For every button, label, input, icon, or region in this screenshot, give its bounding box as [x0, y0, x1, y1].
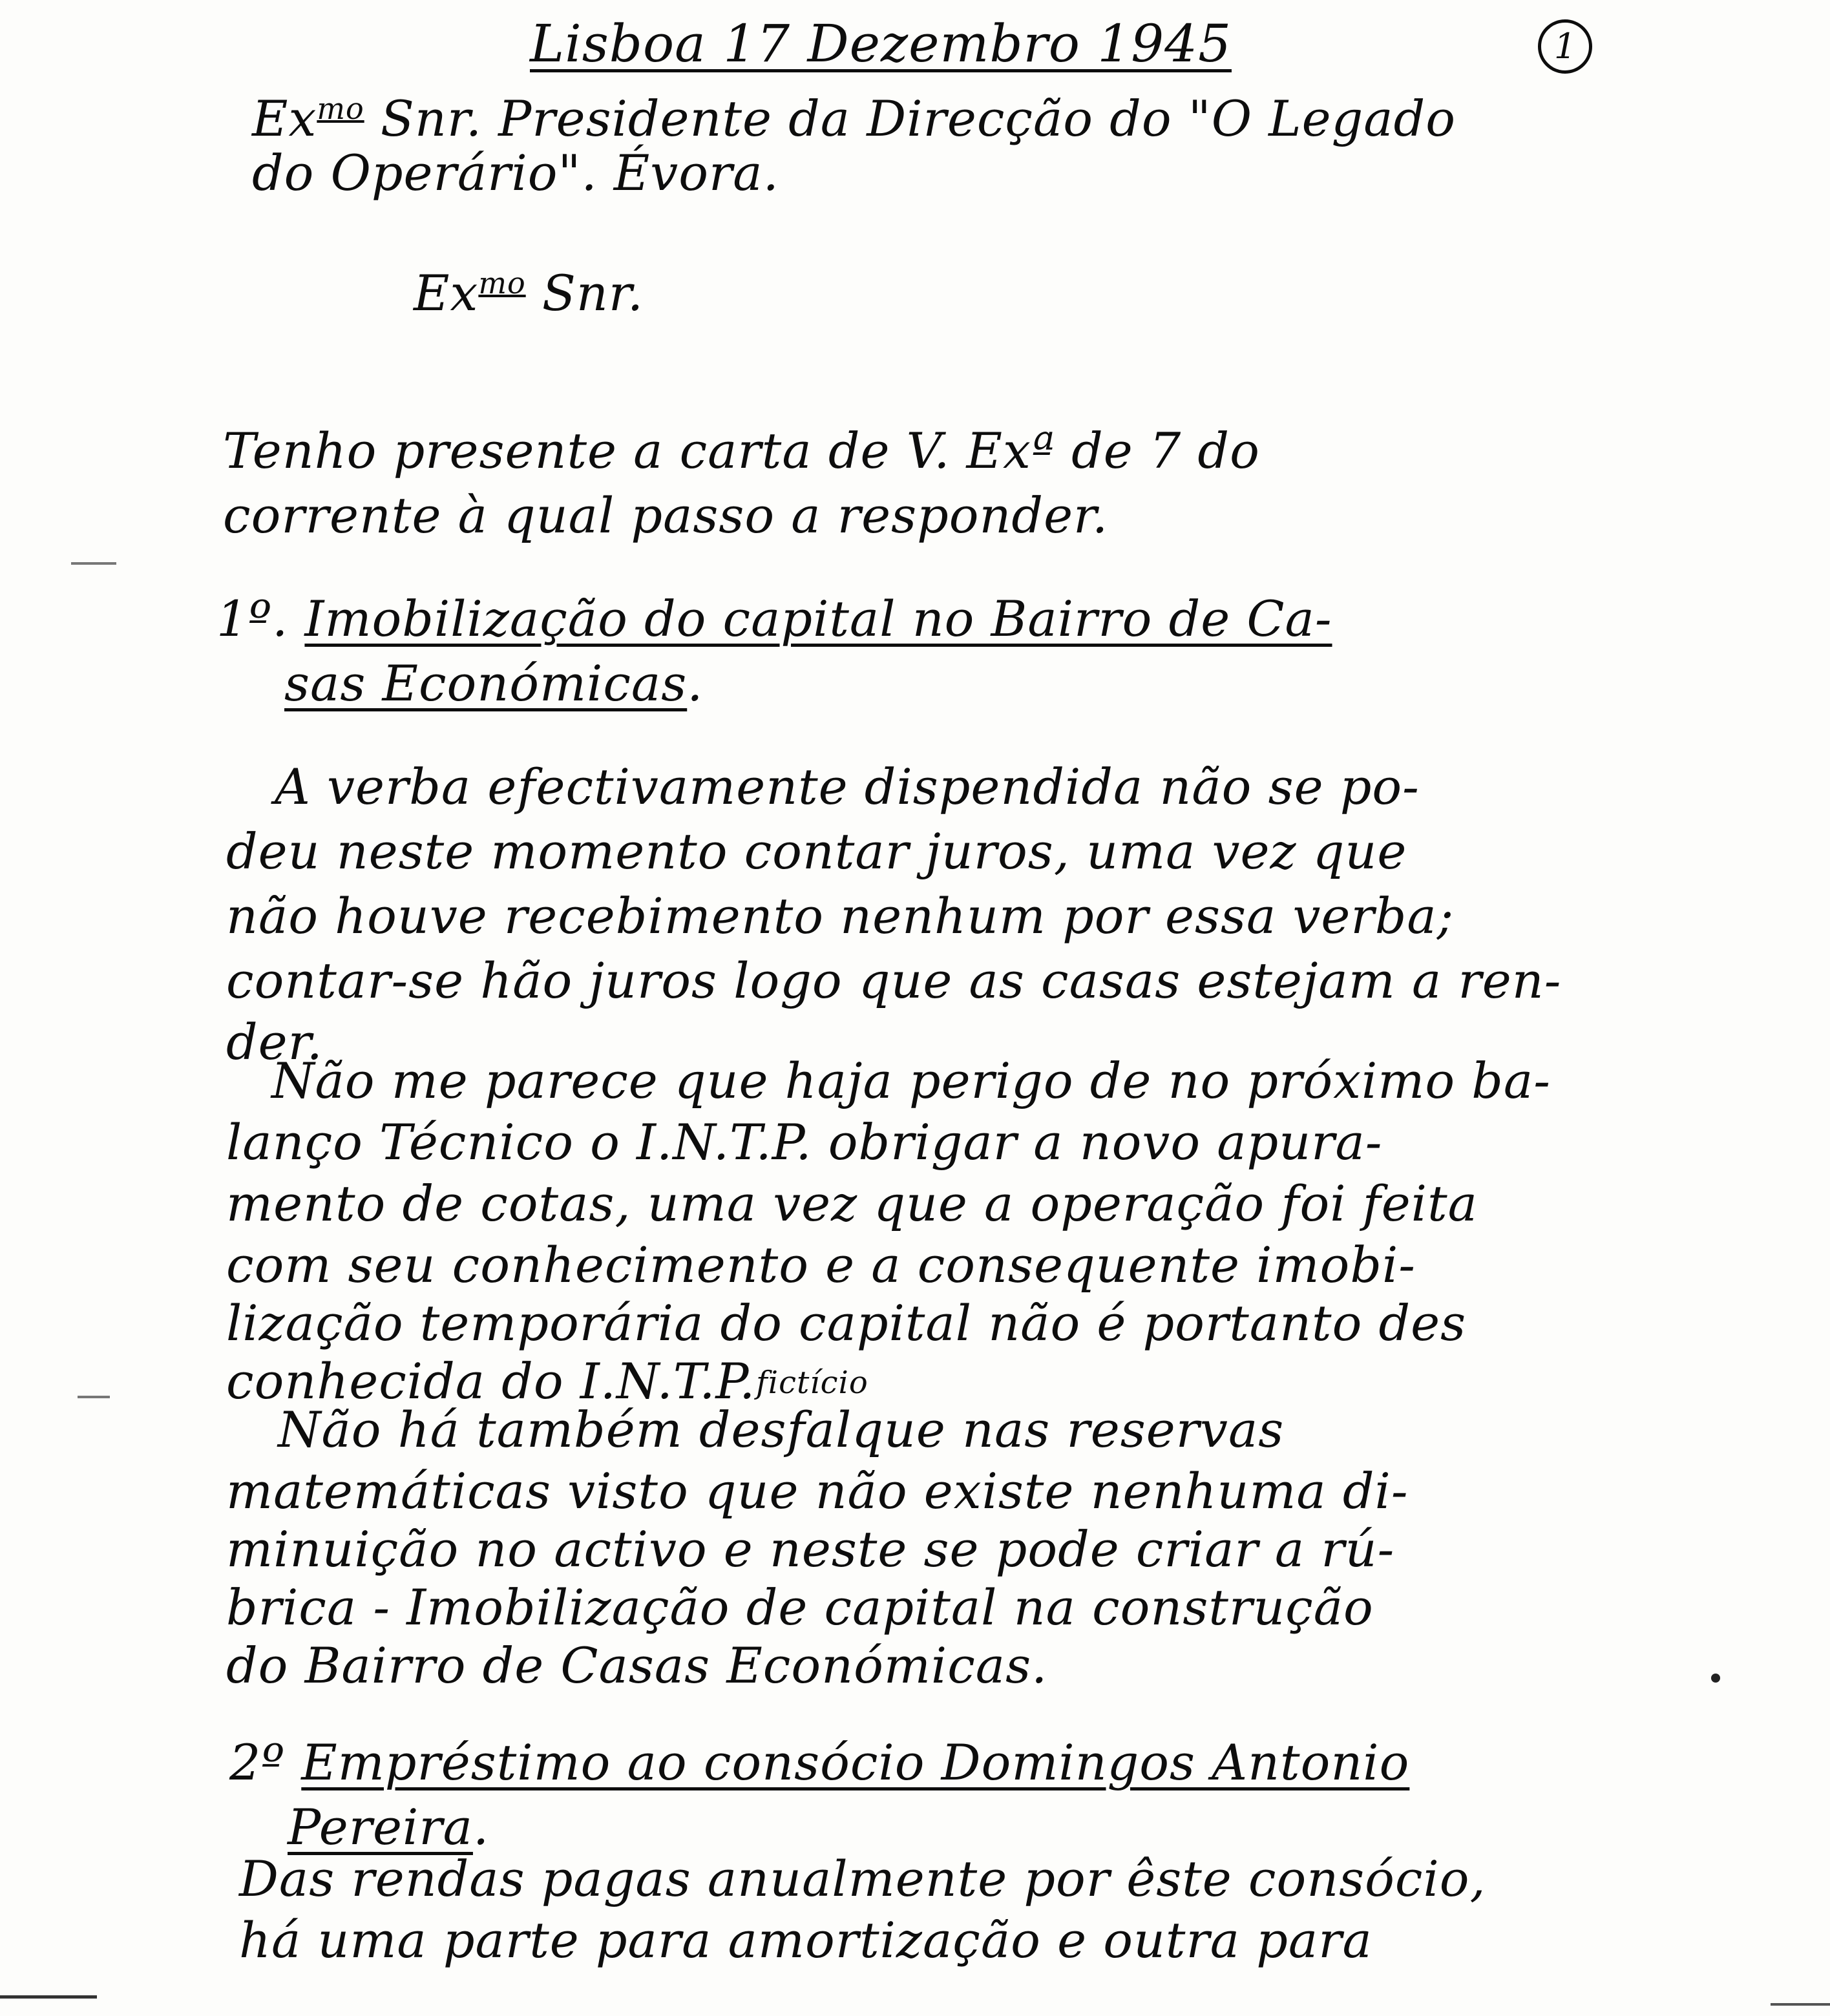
section-2-heading-line-2: Pereira. — [288, 1798, 490, 1856]
intro-line-1: Tenho presente a carta de V. Exª de 7 do — [223, 422, 1260, 479]
section-1-title: Imobilização do capital no Bairro de Ca- — [304, 590, 1332, 647]
salutation — [414, 252, 644, 324]
recipient-line-1 — [252, 78, 1456, 150]
section-1-heading-line-2: sas Económicas. — [284, 655, 704, 712]
salutation-text: Snr. — [542, 264, 644, 322]
salutation-superscript: mo — [478, 266, 526, 300]
paragraph-1-line-2: deu neste momento contar juros, uma vez que — [226, 823, 1407, 880]
section-1-number: 1º. — [216, 590, 289, 647]
paragraph-2-line-4: com seu conhecimento e a consequente imobi- — [226, 1236, 1416, 1294]
paragraph-2-line-3: mento de cotas, uma vez que a operação foi feita — [226, 1175, 1478, 1232]
insertion-word: fictício — [756, 1365, 868, 1401]
section-2-number: 2º — [229, 1734, 286, 1791]
page-edge-mark — [0, 1995, 97, 1999]
paragraph-1-line-4: contar-se hão juros logo que as casas estejam a ren- — [226, 952, 1562, 1009]
paragraph-3-line-3: minuição no activo e neste se pode criar a rú- — [226, 1520, 1395, 1578]
paragraph-2-line-6: conhecida do I.N.T.P. — [226, 1352, 756, 1410]
paragraph-1-line-3: não houve recebimento nenhum por essa verba; — [226, 887, 1455, 945]
section-2-title-cont: Pereira — [288, 1798, 473, 1856]
salutation-prefix: Ex — [414, 264, 479, 322]
paragraph-3-line-4: brica - Imobilização de capital na construção — [226, 1579, 1374, 1636]
paragraph-1-line-1: A verba efectivamente dispendida não se po- — [275, 758, 1420, 815]
paragraph-2-line-1: Não me parece que haja perigo de no próximo ba- — [271, 1052, 1551, 1109]
margin-mark — [78, 1396, 110, 1398]
section-1-title-cont: sas Económicas — [284, 655, 688, 712]
section-1-heading-line-1 — [216, 588, 1332, 650]
paragraph-1-line-5: der. — [226, 1013, 323, 1071]
section-2-title: Empréstimo ao consócio Domingos Antonio — [301, 1734, 1410, 1791]
paragraph-3-line-2: matemáticas visto que não existe nenhuma di- — [226, 1462, 1409, 1520]
paragraph-2-line-5: lização temporária do capital não é portanto des — [226, 1294, 1467, 1352]
paragraph-3-line-5: do Bairro de Casas Económicas. — [226, 1637, 1048, 1694]
recipient-prefix: Ex — [252, 90, 317, 147]
recipient-superscript: mo — [317, 91, 364, 126]
letter-date: Lisboa 17 Dezembro 1945 — [530, 14, 1232, 74]
paragraph-4-line-1: Das rendas pagas anualmente por êste consócio, — [239, 1850, 1486, 1907]
page-number: 1 — [1538, 19, 1592, 74]
paragraph-2-line-2: lanço Técnico o I.N.T.P. obrigar a novo apura- — [226, 1113, 1383, 1171]
ink-spot — [1711, 1674, 1720, 1683]
margin-mark — [71, 562, 116, 565]
page-edge-mark — [1771, 2003, 1830, 2006]
paragraph-4-line-2: há uma parte para amortização e outra para — [239, 1911, 1373, 1969]
intro-line-2: corrente à qual passo a responder. — [223, 487, 1109, 544]
recipient-text: Snr. Presidente da Direcção do "O Legado — [380, 90, 1456, 147]
paragraph-3-line-1: Não há também desfalque nas reservas — [278, 1401, 1285, 1458]
section-2-heading-line-1 — [229, 1732, 1409, 1794]
recipient-line-2: do Operário". Évora. — [252, 144, 779, 202]
